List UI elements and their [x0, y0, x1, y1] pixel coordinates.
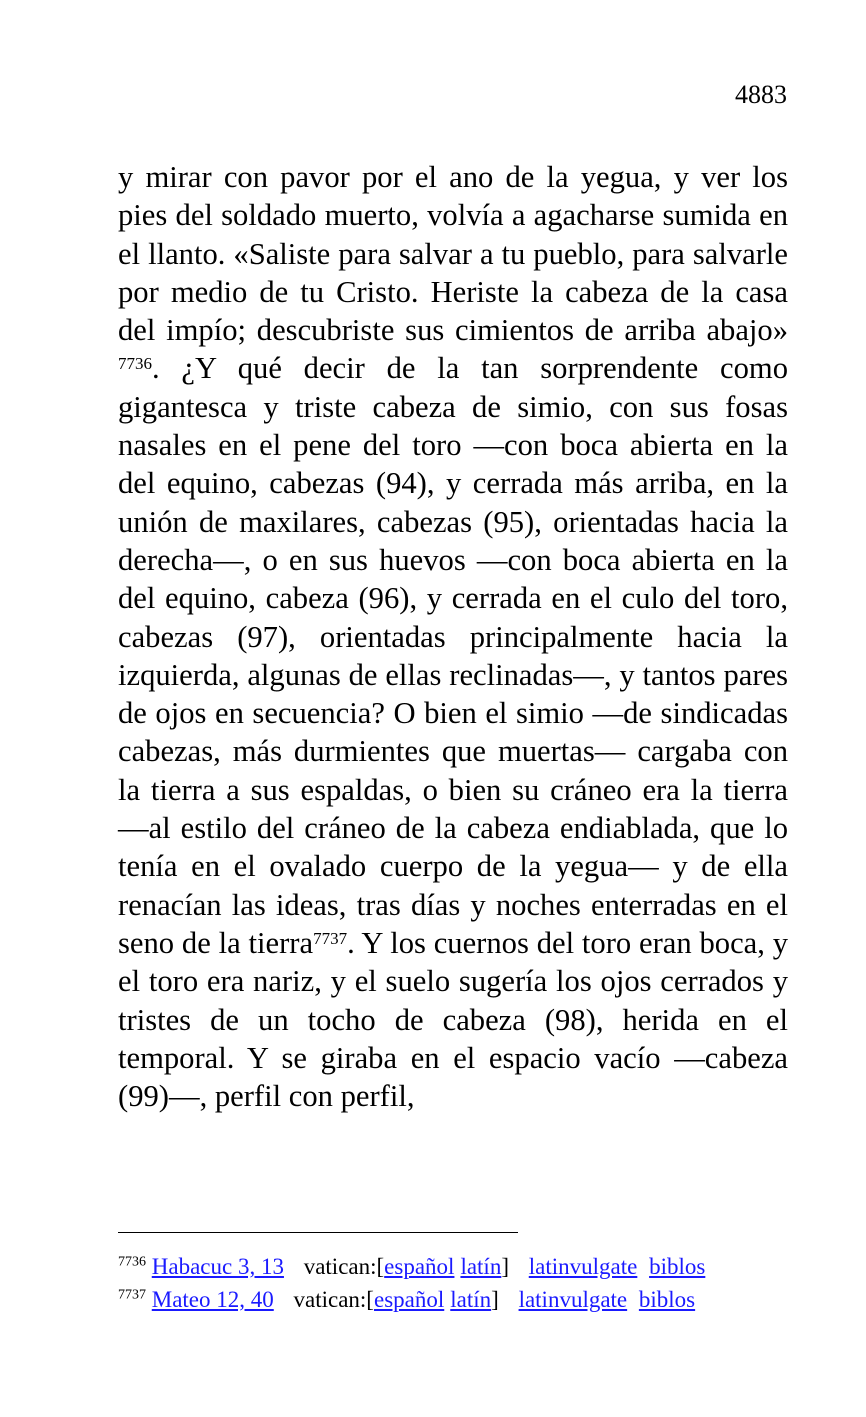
- page-number: 4883: [735, 80, 787, 109]
- vatican-prefix: vatican:[: [303, 1254, 385, 1279]
- footnote-ref-7737[interactable]: 7737: [313, 928, 348, 948]
- body-text: [118, 158, 788, 1115]
- vatican-espanol-link[interactable]: español: [373, 1287, 445, 1312]
- footnote-number: 7736: [118, 1254, 146, 1270]
- latinvulgate-link[interactable]: latinvulgate: [518, 1287, 628, 1312]
- biblos-link[interactable]: biblos: [638, 1287, 696, 1312]
- body-text-part-1: y mirar con pavor por el ano de la yegua, y ver los pies del soldado muerto, volvía a agacharse sumida en el llanto. «Saliste para salvar a tu pueblo, para salvarle por medio de tu Cristo. Heriste la cabeza de la casa del impío; descubriste sus cimientos de arriba abajo»: [118, 160, 788, 348]
- latinvulgate-link[interactable]: latinvulgate: [528, 1254, 638, 1279]
- footnote-7737: [118, 1283, 818, 1316]
- vatican-latin-link[interactable]: latín: [460, 1254, 502, 1279]
- footnote-7736: [118, 1250, 818, 1283]
- vatican-espanol-link[interactable]: español: [384, 1254, 455, 1279]
- body-text-part-2: . ¿Y qué decir de la tan sorprendente como gigantesca y triste cabeza de simio, con sus fosas nasales en el pene del toro —con boca abierta en la del equino, cabezas (94), y cerrada más arriba, en la unión de maxilares, cabezas (95), orientadas hacia la derecha—, o en sus huevos —con boca abierta en la del equino, cabeza (96), y cerrada en el culo del toro, cabezas (97), orientadas principalmente hacia la izquierda, algunas de ellas reclinadas—, y tantos pares de ojos en secuencia? O bien el simio —de sindicadas cabezas, más durmientes que muertas— cargaba con la tierra a sus espaldas, o bien su cráneo era la tierra —al estilo del cráneo de la cabeza endiablada, que lo tenía en el ovalado cuerpo de la yegua— y de ella renacían las ideas, tras días y noches enterradas en el seno de la tierra: [118, 351, 788, 960]
- footnotes: [118, 1250, 818, 1316]
- vatican-latin-link[interactable]: latín: [450, 1287, 492, 1312]
- citation-link[interactable]: Mateo 12, 40: [151, 1287, 274, 1312]
- body-text-part-3: . Y los cuernos del toro eran boca, y el toro era nariz, y el suelo sugería los ojos cerrados y tristes de un tocho de cabeza (98), herida en el temporal. Y se giraba en el espacio vacío —cabeza (99)—, perfil con perfil,: [118, 925, 788, 1114]
- vatican-suffix: ]: [501, 1254, 509, 1279]
- vatican-prefix: vatican:[: [293, 1287, 374, 1312]
- vatican-suffix: ]: [491, 1287, 499, 1312]
- biblos-link[interactable]: biblos: [649, 1254, 706, 1279]
- footnote-ref-7736[interactable]: 7736: [118, 354, 152, 374]
- footnote-number: 7737: [118, 1287, 146, 1303]
- footnote-divider: [118, 1232, 518, 1233]
- citation-link[interactable]: Habacuc 3, 13: [151, 1254, 284, 1279]
